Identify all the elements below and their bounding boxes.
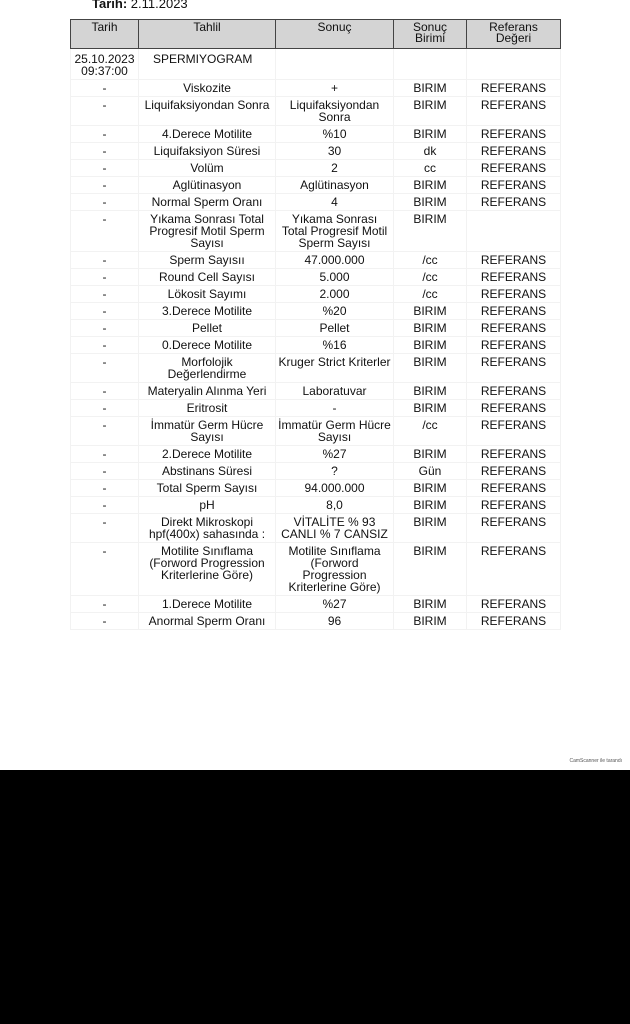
cell-unit: BIRIM	[394, 354, 467, 383]
header-unit-line1: Sonuç	[412, 20, 448, 34]
table-row	[71, 613, 561, 630]
cell-reference: REFERANS	[467, 80, 561, 97]
table-row	[71, 177, 561, 194]
cell-reference: REFERANS	[467, 337, 561, 354]
cell-date: -	[71, 354, 139, 383]
cell-test: Motilite Sınıflama (Forword Progression Kriterlerine Göre)	[139, 543, 276, 596]
cell-test: 2.Derece Motilite	[139, 446, 276, 463]
cell-unit: /cc	[394, 286, 467, 303]
cell-unit: /cc	[394, 269, 467, 286]
cell-result: 2.000	[276, 286, 394, 303]
table-row	[71, 497, 561, 514]
cell-reference: REFERANS	[467, 480, 561, 497]
cell-test: İmmatür Germ Hücre Sayısı	[139, 417, 276, 446]
cell-reference: REFERANS	[467, 303, 561, 320]
cell-result: 5.000	[276, 269, 394, 286]
cell-test: Yıkama Sonrası Total Progresif Motil Sperm Sayısı	[139, 211, 276, 252]
cell-reference: REFERANS	[467, 446, 561, 463]
cell-reference	[467, 211, 561, 252]
cell-reference: REFERANS	[467, 286, 561, 303]
table-row	[71, 303, 561, 320]
cell-test: Liquifaksiyon Süresi	[139, 143, 276, 160]
cell-date: -	[71, 543, 139, 596]
table-row	[71, 194, 561, 211]
cell-date: -	[71, 211, 139, 252]
cell-reference: REFERANS	[467, 383, 561, 400]
cell-date: -	[71, 463, 139, 480]
header-test: Tahlil	[139, 20, 276, 49]
cell-result: %27	[276, 596, 394, 613]
cell-test: Volüm	[139, 160, 276, 177]
table-row	[71, 269, 561, 286]
cell-result: 4	[276, 194, 394, 211]
cell-unit: BIRIM	[394, 383, 467, 400]
header-result: Sonuç	[276, 20, 394, 49]
group-empty-result	[276, 49, 394, 80]
cell-date: -	[71, 286, 139, 303]
table-header-row	[71, 20, 561, 49]
cell-unit: BIRIM	[394, 303, 467, 320]
table-row	[71, 80, 561, 97]
cell-unit: BIRIM	[394, 194, 467, 211]
cell-unit: BIRIM	[394, 211, 467, 252]
group-empty-unit	[394, 49, 467, 80]
cell-unit: BIRIM	[394, 514, 467, 543]
cell-date: -	[71, 194, 139, 211]
cell-date: -	[71, 97, 139, 126]
cell-reference: REFERANS	[467, 320, 561, 337]
cell-test: Morfolojik Değerlendirme	[139, 354, 276, 383]
cell-result: Kruger Strict Kriterler	[276, 354, 394, 383]
cell-date: -	[71, 383, 139, 400]
table-row	[71, 543, 561, 596]
cell-date: -	[71, 320, 139, 337]
group-name: SPERMIYOGRAM	[139, 49, 276, 80]
header-unit	[394, 20, 467, 49]
header-ref-line1: Referans	[489, 20, 538, 34]
cell-reference: REFERANS	[467, 126, 561, 143]
cell-test: pH	[139, 497, 276, 514]
table-row	[71, 446, 561, 463]
cell-result: 47.000.000	[276, 252, 394, 269]
table-row	[71, 514, 561, 543]
group-row	[71, 49, 561, 80]
cell-result: 96	[276, 613, 394, 630]
cell-result: Pellet	[276, 320, 394, 337]
cell-date: -	[71, 177, 139, 194]
report-date-value: 2.11.2023	[130, 0, 188, 11]
results-table	[70, 19, 561, 630]
group-datetime	[71, 49, 139, 80]
cell-reference: REFERANS	[467, 252, 561, 269]
cell-reference: REFERANS	[467, 269, 561, 286]
cell-result: 94.000.000	[276, 480, 394, 497]
cell-result: %16	[276, 337, 394, 354]
cell-test: Viskozite	[139, 80, 276, 97]
cell-result: 2	[276, 160, 394, 177]
table-row	[71, 320, 561, 337]
cell-reference: REFERANS	[467, 543, 561, 596]
cell-date: -	[71, 480, 139, 497]
cell-date: -	[71, 160, 139, 177]
table-row	[71, 97, 561, 126]
cell-date: -	[71, 514, 139, 543]
cell-result: Aglütinasyon	[276, 177, 394, 194]
cell-reference: REFERANS	[467, 143, 561, 160]
table-row	[71, 383, 561, 400]
cell-date: -	[71, 80, 139, 97]
cell-result: Laboratuvar	[276, 383, 394, 400]
cell-test: Pellet	[139, 320, 276, 337]
cell-test: 4.Derece Motilite	[139, 126, 276, 143]
cell-result: İmmatür Germ Hücre Sayısı	[276, 417, 394, 446]
table-row	[71, 463, 561, 480]
cell-unit: BIRIM	[394, 446, 467, 463]
cell-reference: REFERANS	[467, 160, 561, 177]
header-ref-line2: Değeri	[495, 31, 532, 45]
cell-unit: /cc	[394, 417, 467, 446]
cell-result: +	[276, 80, 394, 97]
cell-date: -	[71, 417, 139, 446]
header-unit-line2: Birimi	[415, 31, 445, 45]
cell-reference: REFERANS	[467, 497, 561, 514]
cell-date: -	[71, 269, 139, 286]
cell-test: Total Sperm Sayısı	[139, 480, 276, 497]
cell-date: -	[71, 252, 139, 269]
cell-reference: REFERANS	[467, 177, 561, 194]
cell-unit: BIRIM	[394, 126, 467, 143]
cell-result: %10	[276, 126, 394, 143]
cell-date: -	[71, 126, 139, 143]
cell-unit: BIRIM	[394, 497, 467, 514]
table-row	[71, 337, 561, 354]
report-date-line	[92, 0, 188, 12]
cell-unit: cc	[394, 160, 467, 177]
cell-result: Motilite Sınıflama (Forword Progression Kriterlerine Göre)	[276, 543, 394, 596]
table-row	[71, 286, 561, 303]
cell-unit: BIRIM	[394, 480, 467, 497]
cell-test: Liquifaksiyondan Sonra	[139, 97, 276, 126]
cell-test: Round Cell Sayısı	[139, 269, 276, 286]
cell-result: %20	[276, 303, 394, 320]
table-row	[71, 354, 561, 383]
cell-unit: BIRIM	[394, 80, 467, 97]
cell-date: -	[71, 143, 139, 160]
header-reference	[467, 20, 561, 49]
cell-result: Yıkama Sonrası Total Progresif Motil Sperm Sayısı	[276, 211, 394, 252]
header-date: Tarih	[71, 20, 139, 49]
cell-test: Lökosit Sayımı	[139, 286, 276, 303]
cell-unit: BIRIM	[394, 320, 467, 337]
cell-test: Aglütinasyon	[139, 177, 276, 194]
cell-reference: REFERANS	[467, 97, 561, 126]
cell-date: -	[71, 596, 139, 613]
cell-unit: BIRIM	[394, 400, 467, 417]
cell-reference: REFERANS	[467, 194, 561, 211]
cell-date: -	[71, 337, 139, 354]
group-time: 09:37:00	[81, 64, 128, 78]
cell-test: Abstinans Süresi	[139, 463, 276, 480]
table-row	[71, 126, 561, 143]
table-row	[71, 400, 561, 417]
cell-test: Anormal Sperm Oranı	[139, 613, 276, 630]
cell-test: Direkt Mikroskopi hpf(400x) sahasında :	[139, 514, 276, 543]
cell-reference: REFERANS	[467, 417, 561, 446]
cell-unit: dk	[394, 143, 467, 160]
cell-test: 1.Derece Motilite	[139, 596, 276, 613]
table-row	[71, 252, 561, 269]
group-date: 25.10.2023	[74, 52, 135, 66]
table-row	[71, 480, 561, 497]
cell-unit: BIRIM	[394, 596, 467, 613]
group-empty-ref	[467, 49, 561, 80]
cell-unit: BIRIM	[394, 177, 467, 194]
cell-test: 3.Derece Motilite	[139, 303, 276, 320]
cell-test: Normal Sperm Oranı	[139, 194, 276, 211]
cell-reference: REFERANS	[467, 613, 561, 630]
cell-result: Liquifaksiyondan Sonra	[276, 97, 394, 126]
report-date-label: Tarih:	[92, 0, 128, 11]
cell-test: Materyalin Alınma Yeri	[139, 383, 276, 400]
scanner-watermark: CamScanner ile tarandı	[569, 758, 622, 764]
cell-date: -	[71, 400, 139, 417]
table-row	[71, 596, 561, 613]
cell-result: -	[276, 400, 394, 417]
cell-unit: Gün	[394, 463, 467, 480]
cell-unit: BIRIM	[394, 543, 467, 596]
cell-result: VİTALİTE % 93 CANLI % 7 CANSIZ	[276, 514, 394, 543]
cell-date: -	[71, 613, 139, 630]
cell-reference: REFERANS	[467, 596, 561, 613]
cell-result: 30	[276, 143, 394, 160]
cell-test: 0.Derece Motilite	[139, 337, 276, 354]
cell-reference: REFERANS	[467, 354, 561, 383]
cell-reference: REFERANS	[467, 400, 561, 417]
cell-test: Eritrosit	[139, 400, 276, 417]
cell-test: Sperm Sayısıı	[139, 252, 276, 269]
cell-date: -	[71, 303, 139, 320]
cell-unit: BIRIM	[394, 337, 467, 354]
table-row	[71, 143, 561, 160]
cell-date: -	[71, 497, 139, 514]
cell-result: 8,0	[276, 497, 394, 514]
cell-reference: REFERANS	[467, 514, 561, 543]
cell-unit: /cc	[394, 252, 467, 269]
table-row	[71, 417, 561, 446]
table-row	[71, 211, 561, 252]
table-row	[71, 160, 561, 177]
cell-unit: BIRIM	[394, 613, 467, 630]
cell-reference: REFERANS	[467, 463, 561, 480]
cell-result: %27	[276, 446, 394, 463]
cell-date: -	[71, 446, 139, 463]
cell-result: ?	[276, 463, 394, 480]
cell-unit: BIRIM	[394, 97, 467, 126]
